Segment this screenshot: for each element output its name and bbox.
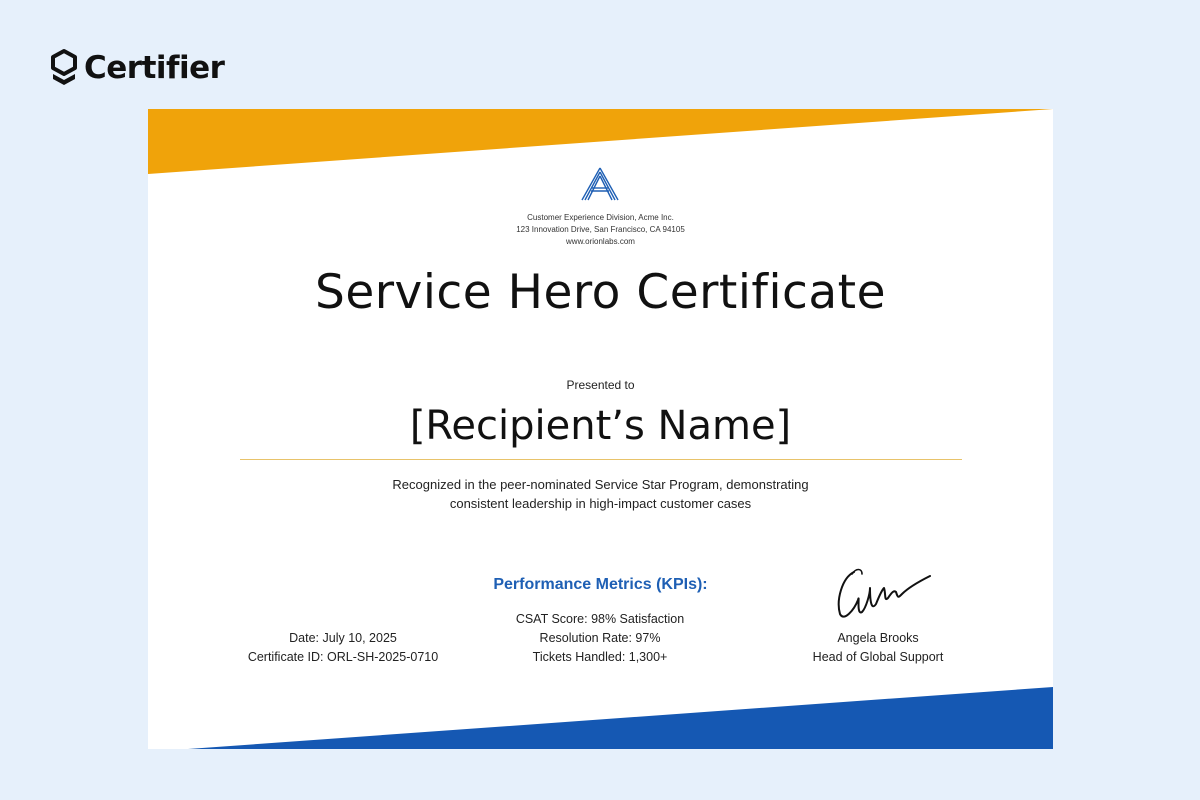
recipient-underline: [240, 459, 962, 460]
certificate-id: Certificate ID: ORL-SH-2025-0710: [247, 650, 439, 664]
striped-a-logo-icon: [580, 166, 620, 202]
org-website: www.orionlabs.com: [566, 237, 635, 246]
kpi-list: [450, 610, 750, 667]
certifier-shield-icon: [50, 48, 78, 88]
certificate-details: [228, 629, 458, 667]
certificate: [148, 109, 1053, 749]
issue-date: Date: July 10, 2025: [289, 631, 397, 645]
signer-block: [758, 629, 998, 667]
brand-name: Certifier: [84, 50, 225, 86]
kpi-item: Resolution Rate: 97%: [539, 631, 661, 645]
signer-name: Angela Brooks: [837, 631, 919, 645]
signer-title: Head of Global Support: [812, 650, 944, 664]
recipient-name: [Recipient’s Name]: [409, 403, 792, 449]
org-address: 123 Innovation Drive, San Francisco, CA 94105: [516, 225, 685, 234]
description: [148, 475, 1053, 513]
signature-image: [832, 564, 932, 626]
kpi-item: Tickets Handled: 1,300+: [532, 650, 668, 664]
organization-info: [148, 212, 1053, 248]
certifier-brand: [50, 48, 224, 88]
kpi-item: CSAT Score: 98% Satisfaction: [515, 612, 685, 626]
bottom-blue-band: [188, 687, 1053, 749]
top-orange-band: [148, 109, 1053, 174]
certificate-title: Service Hero Certificate: [314, 265, 887, 320]
description-line: Recognized in the peer-nominated Service Star Program, demonstrating: [392, 477, 809, 492]
kpi-heading: Performance Metrics (KPIs):: [493, 576, 708, 593]
org-line: Customer Experience Division, Acme Inc.: [527, 213, 674, 222]
presented-to-label: Presented to: [566, 378, 635, 392]
description-line: consistent leadership in high-impact customer cases: [449, 496, 752, 511]
